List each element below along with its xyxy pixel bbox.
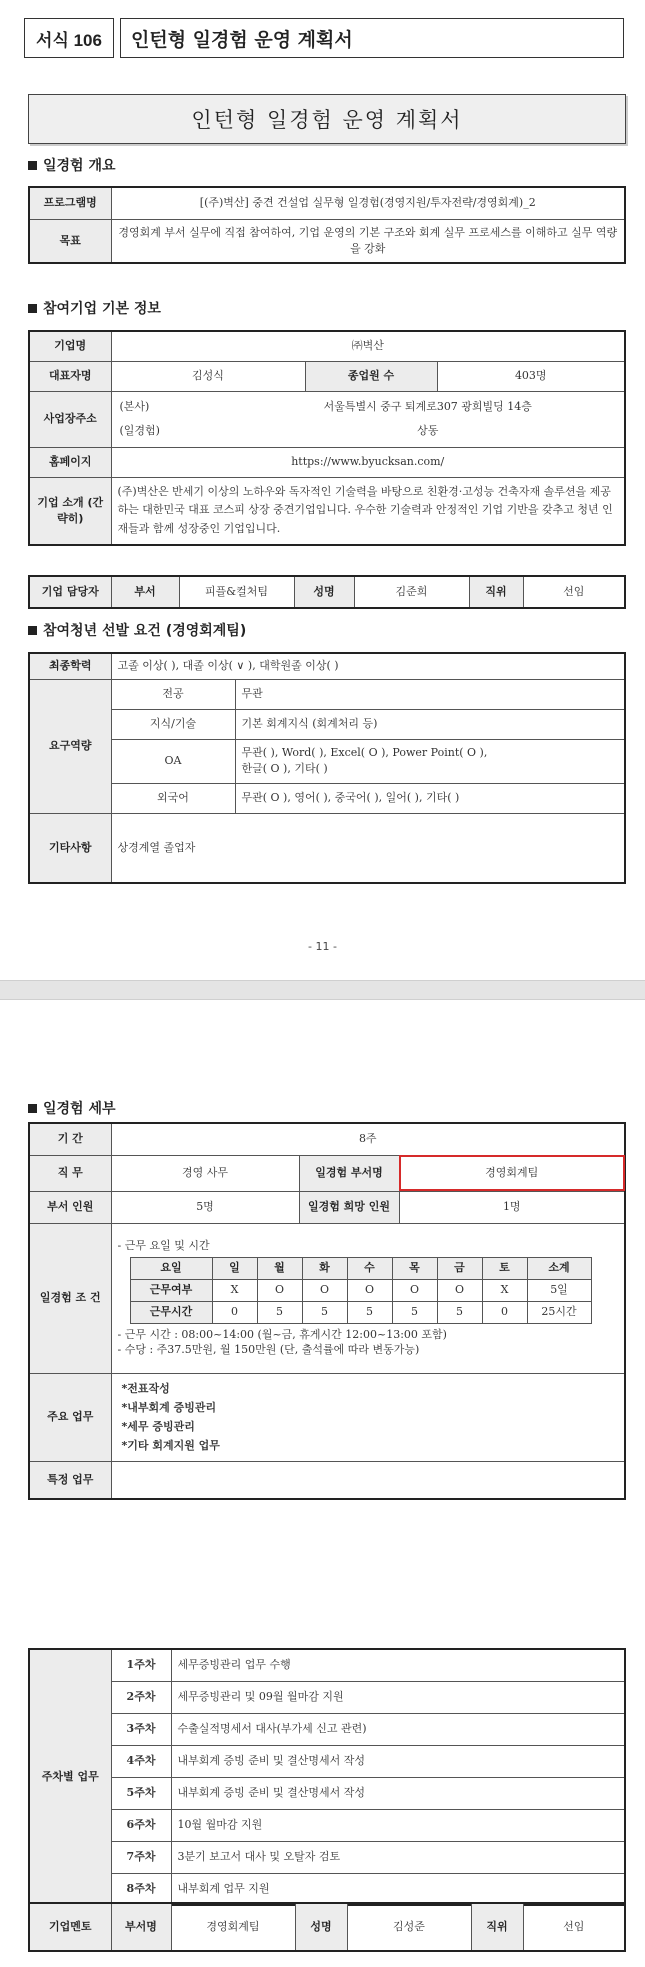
- section-heading-text: 참여청년 선발 요건 (경영회계팀): [43, 623, 247, 639]
- duty-value: 경영 사무: [111, 1155, 299, 1191]
- schedule-header-cell: 화: [302, 1257, 347, 1279]
- schedule-cell: O: [302, 1279, 347, 1301]
- mentor-dept-label: 부서명: [111, 1903, 171, 1951]
- contact-name-label: 성명: [294, 576, 354, 608]
- weekly-task-row: [29, 1649, 625, 1681]
- document-page-1: [0, 0, 645, 980]
- schedule-header-cell: 금: [437, 1257, 482, 1279]
- schedule-header-cell: 일: [212, 1257, 257, 1279]
- contact-label: 기업 담당자: [29, 576, 111, 608]
- contact-dept-value: 피플&컬처팀: [179, 576, 294, 608]
- schedule-cell: O: [347, 1279, 392, 1301]
- schedule-cell: 0: [212, 1301, 257, 1323]
- schedule-cell: O: [257, 1279, 302, 1301]
- schedule-table: [130, 1257, 592, 1324]
- weekly-task-row: [29, 1681, 625, 1713]
- competency-label: 요구역량: [29, 679, 111, 813]
- major-value: 무관: [235, 679, 625, 709]
- week-number: 7주차: [111, 1841, 171, 1873]
- schedule-cell: 5: [392, 1301, 437, 1323]
- oa-value: [235, 739, 625, 783]
- square-bullet-icon: [28, 304, 37, 313]
- program-value: [(주)벽산] 중견 건설업 실무형 일경험(경영지원/투자전략/경영회계)_2: [111, 187, 625, 219]
- work-dept-value: 경영회계팀: [399, 1155, 625, 1191]
- special-task-label: 특정 업무: [29, 1461, 111, 1499]
- page-separator: [0, 980, 645, 1000]
- condition-note-hours: - 근무 시간 : 08:00~14:00 (월~금, 휴게시간 12:00~13:00 포함): [117, 1327, 447, 1341]
- education-value: 고졸 이상( ), 대졸 이상( ∨ ), 대학원졸 이상( ): [111, 653, 625, 679]
- contact-dept-label: 부서: [111, 576, 179, 608]
- week-task: 내부회계 업무 지원: [171, 1873, 625, 1905]
- page-number: - 11 -: [308, 940, 337, 953]
- company-name-label: 기업명: [29, 331, 111, 361]
- schedule-cell: X: [212, 1279, 257, 1301]
- form-number: 서식 106: [24, 18, 114, 58]
- major-label: 전공: [111, 679, 235, 709]
- main-task-label: 주요 업무: [29, 1373, 111, 1461]
- schedule-cell: 5: [257, 1301, 302, 1323]
- week-task: 내부회계 증빙 준비 및 결산명세서 작성: [171, 1745, 625, 1777]
- program-label: 프로그램명: [29, 187, 111, 219]
- schedule-header-cell: 토: [482, 1257, 527, 1279]
- schedule-header-cell: 수: [347, 1257, 392, 1279]
- requirements-table: [28, 652, 626, 884]
- week-number: 5주차: [111, 1777, 171, 1809]
- mentor-name-label: 성명: [295, 1903, 347, 1951]
- weekly-task-row: [29, 1873, 625, 1905]
- mentor-table: [28, 1902, 626, 1952]
- address-work-value: 상동: [417, 424, 439, 437]
- schedule-row-label: 근무여부: [130, 1279, 212, 1301]
- main-task-item: *세무 증빙관리: [121, 1420, 195, 1433]
- week-task: 세무증빙관리 업무 수행: [171, 1649, 625, 1681]
- schedule-cell: 5: [437, 1301, 482, 1323]
- schedule-header-row: [130, 1257, 591, 1279]
- mentor-position-label: 직위: [471, 1903, 523, 1951]
- company-table: [28, 330, 626, 546]
- schedule-cell: X: [482, 1279, 527, 1301]
- etc-label: 기타사항: [29, 813, 111, 883]
- schedule-cell: 5: [347, 1301, 392, 1323]
- main-task-item: *내부회계 증빙관리: [121, 1400, 217, 1414]
- address-work-tag: (일경험): [119, 424, 160, 437]
- mentor-label: 기업멘토: [29, 1903, 111, 1951]
- mentor-dept-value: 경영회계팀: [171, 1903, 295, 1951]
- schedule-header-cell: 목: [392, 1257, 437, 1279]
- wish-label: 일경험 희망 인원: [299, 1191, 399, 1223]
- education-label: 최종학력: [29, 653, 111, 679]
- document-title: 인턴형 일경험 운영 계획서: [28, 94, 626, 144]
- condition-note-pay: - 수당 : 주37.5만원, 월 150만원 (단, 출석률에 따라 변동가능): [117, 1343, 420, 1357]
- address-value: [111, 391, 625, 447]
- period-value: 8주: [111, 1123, 625, 1155]
- mentor-position-value: 선임: [523, 1903, 625, 1951]
- weekly-task-row: [29, 1809, 625, 1841]
- week-number: 3주차: [111, 1713, 171, 1745]
- week-task: 3분기 보고서 대사 및 오탈자 검토: [171, 1841, 625, 1873]
- schedule-header-cell: 소계: [527, 1257, 591, 1279]
- oa-line-1: 무관( ), Word( ), Excel( O ), Power Point( O ),: [241, 746, 488, 760]
- skill-label: 지식/기술: [111, 709, 235, 739]
- week-task: 수출실적명세서 대사(부가세 신고 관련): [171, 1713, 625, 1745]
- section-heading-text: 참여기업 기본 정보: [43, 301, 161, 317]
- condition-content: [111, 1223, 625, 1373]
- language-label: 외국어: [111, 783, 235, 813]
- schedule-row-label: 근무시간: [130, 1301, 212, 1323]
- schedule-cell: O: [392, 1279, 437, 1301]
- homepage-link[interactable]: https://www.byucksan.com/: [111, 447, 625, 477]
- square-bullet-icon: [28, 626, 37, 635]
- oa-label: OA: [111, 739, 235, 783]
- staff-value: 403명: [437, 361, 625, 391]
- etc-value: 상경계열 졸업자: [111, 813, 625, 883]
- work-dept-label: 일경험 부서명: [299, 1155, 399, 1191]
- wish-value: 1명: [399, 1191, 625, 1223]
- goal-label: 목표: [29, 219, 111, 263]
- staff-label: 종업원 수: [305, 361, 437, 391]
- form-title: 인턴형 일경험 운영 계획서: [120, 18, 624, 58]
- address-hq-tag: (본사): [119, 400, 150, 414]
- special-task-value: [111, 1461, 625, 1499]
- schedule-row-hours: [130, 1301, 591, 1323]
- section-heading-text: 일경험 세부: [43, 1101, 116, 1117]
- language-value: 무관( O ), 영어( ), 중국어( ), 일어( ), 기타( ): [235, 783, 625, 813]
- main-task-list: [111, 1373, 625, 1461]
- main-task-item: *전표작성: [121, 1381, 170, 1395]
- week-task: 내부회계 증빙 준비 및 결산명세서 작성: [171, 1777, 625, 1809]
- section-heading-requirements: [28, 620, 246, 640]
- weekly-task-row: [29, 1777, 625, 1809]
- schedule-header-cell: 월: [257, 1257, 302, 1279]
- weekly-task-row: [29, 1713, 625, 1745]
- contact-name-value: 김준희: [354, 576, 469, 608]
- intro-value: (주)벽산은 반세기 이상의 노하우와 독자적인 기술력을 바탕으로 친환경·고성능 건축자재 솔루션을 제공하는 대한민국 대표 코스피 상장 중견기업입니다. 우수한 기술력과 안정적인 기업 기반을 갖추고 청년 인재들과 함께 성장중인 기업입니다.: [111, 477, 625, 545]
- section-heading-text: 일경험 개요: [43, 158, 116, 174]
- week-number: 4주차: [111, 1745, 171, 1777]
- homepage-label: 홈페이지: [29, 447, 111, 477]
- week-number: 8주차: [111, 1873, 171, 1905]
- schedule-cell: O: [437, 1279, 482, 1301]
- schedule-row-workday: [130, 1279, 591, 1301]
- weekly-task-row: [29, 1745, 625, 1777]
- duty-label: 직 무: [29, 1155, 111, 1191]
- goal-value: 경영회계 부서 실무에 직접 참여하여, 기업 운영의 기본 구조와 회계 실무 프로세스를 이해하고 실무 역량을 강화: [111, 219, 625, 263]
- square-bullet-icon: [28, 1104, 37, 1113]
- schedule-cell: 5일: [527, 1279, 591, 1301]
- document-page-2: [0, 1000, 645, 1967]
- section-heading-detail: [28, 1098, 116, 1118]
- address-hq-value: 서울특별시 중구 퇴계로307 광희빌딩 14층: [323, 400, 532, 414]
- overview-table: [28, 186, 626, 264]
- mentor-name-value: 김성준: [347, 1903, 471, 1951]
- form-header: [24, 18, 624, 58]
- condition-label: 일경험 조 건: [29, 1223, 111, 1373]
- contact-position-label: 직위: [469, 576, 523, 608]
- schedule-header-cell: 요일: [130, 1257, 212, 1279]
- headcount-label: 부서 인원: [29, 1191, 111, 1223]
- ceo-label: 대표자명: [29, 361, 111, 391]
- address-label: 사업장주소: [29, 391, 111, 447]
- week-number: 2주차: [111, 1681, 171, 1713]
- week-task: 10월 월마감 지원: [171, 1809, 625, 1841]
- weekly-task-table: [28, 1648, 626, 1906]
- headcount-value: 5명: [111, 1191, 299, 1223]
- schedule-cell: 25시간: [527, 1301, 591, 1323]
- week-number: 1주차: [111, 1649, 171, 1681]
- contact-table: [28, 575, 626, 609]
- detail-table: [28, 1122, 626, 1500]
- intro-label: 기업 소개 (간략히): [29, 477, 111, 545]
- schedule-cell: 5: [302, 1301, 347, 1323]
- section-heading-overview: [28, 155, 116, 175]
- schedule-cell: 0: [482, 1301, 527, 1323]
- period-label: 기 간: [29, 1123, 111, 1155]
- ceo-value: 김성식: [111, 361, 305, 391]
- section-heading-company: [28, 298, 161, 318]
- company-name-value: ㈜벽산: [111, 331, 625, 361]
- skill-value: 기본 회계지식 (회계처리 등): [235, 709, 625, 739]
- main-task-item: *기타 회계지원 업무: [121, 1439, 220, 1453]
- week-number: 6주차: [111, 1809, 171, 1841]
- weekly-task-label: 주차별 업무: [29, 1649, 111, 1905]
- week-task: 세무증빙관리 및 09월 월마감 지원: [171, 1681, 625, 1713]
- square-bullet-icon: [28, 161, 37, 170]
- oa-line-2: 한글( O ), 기타( ): [241, 762, 328, 775]
- condition-intro: - 근무 요일 및 시간: [117, 1238, 210, 1252]
- contact-position-value: 선임: [523, 576, 625, 608]
- weekly-task-row: [29, 1841, 625, 1873]
